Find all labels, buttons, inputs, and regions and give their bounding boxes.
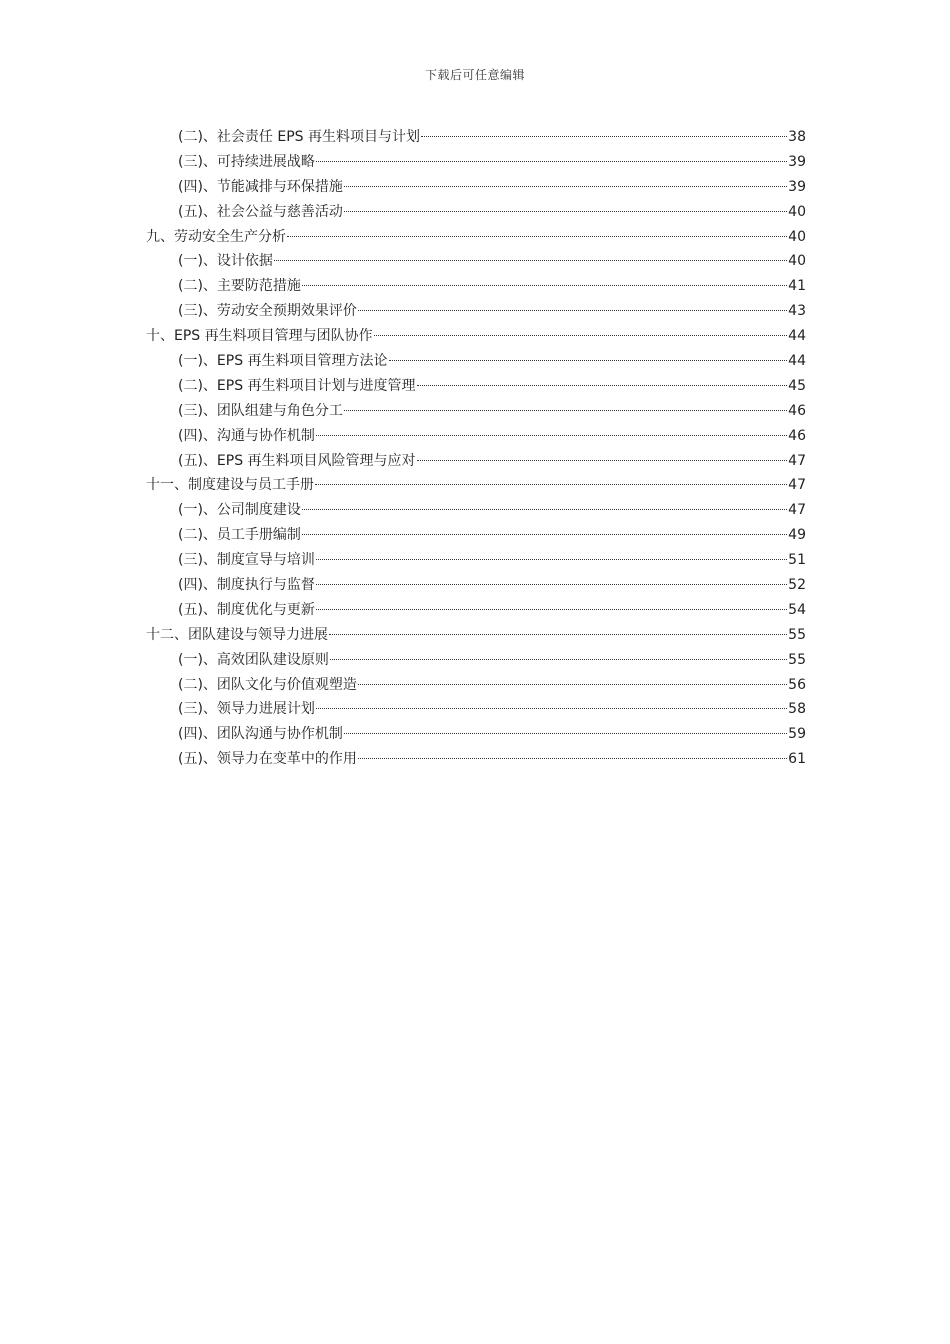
- toc-entry-title: (五)、领导力在变革中的作用: [178, 751, 357, 768]
- toc-entry-page-number: 52: [788, 577, 806, 594]
- toc-dot-leader: [344, 410, 787, 411]
- toc-entry[interactable]: [146, 374, 806, 399]
- toc-entry-title: (五)、制度优化与更新: [178, 601, 315, 618]
- toc-entry[interactable]: [146, 249, 806, 274]
- toc-entry-page-number: 47: [788, 477, 806, 494]
- toc-dot-leader: [344, 211, 787, 212]
- toc-entry-title: 十、EPS 再生料项目管理与团队协作: [146, 328, 373, 345]
- toc-dot-leader: [302, 534, 787, 535]
- toc-entry-page-number: 47: [788, 452, 806, 469]
- toc-entry-title: (三)、领导力进展计划: [178, 701, 315, 718]
- toc-entry-title: (五)、EPS 再生料项目风险管理与应对: [178, 452, 416, 469]
- toc-entry-title: (四)、制度执行与监督: [178, 577, 315, 594]
- toc-entry[interactable]: [146, 299, 806, 324]
- toc-entry[interactable]: [146, 225, 806, 250]
- toc-entry-title: (二)、员工手册编制: [178, 527, 301, 544]
- toc-entry-page-number: 61: [788, 751, 806, 768]
- toc-entry[interactable]: [146, 697, 806, 722]
- toc-entry[interactable]: [146, 623, 806, 648]
- toc-entry[interactable]: [146, 498, 806, 523]
- toc-dot-leader: [315, 484, 787, 485]
- toc-entry[interactable]: [146, 150, 806, 175]
- toc-dot-leader: [302, 509, 787, 510]
- toc-dot-leader: [316, 584, 787, 585]
- toc-entry-page-number: 46: [788, 402, 806, 419]
- toc-entry[interactable]: [146, 424, 806, 449]
- toc-entry-page-number: 41: [788, 278, 806, 295]
- toc-dot-leader: [316, 435, 787, 436]
- toc-entry[interactable]: [146, 673, 806, 698]
- toc-entry[interactable]: [146, 523, 806, 548]
- toc-entry-page-number: 39: [788, 178, 806, 195]
- toc-entry-title: (三)、团队组建与角色分工: [178, 402, 343, 419]
- toc-entry-title: (一)、高效团队建设原则: [178, 651, 329, 668]
- toc-dot-leader: [358, 758, 787, 759]
- toc-dot-leader: [330, 659, 787, 660]
- toc-entry[interactable]: [146, 125, 806, 150]
- toc-dot-leader: [421, 136, 787, 137]
- toc-entry[interactable]: [146, 473, 806, 498]
- toc-entry-page-number: 43: [788, 303, 806, 320]
- toc-entry[interactable]: [146, 200, 806, 225]
- toc-dot-leader: [329, 634, 787, 635]
- toc-entry-page-number: 44: [788, 328, 806, 345]
- toc-entry[interactable]: [146, 747, 806, 772]
- toc-dot-leader: [344, 186, 787, 187]
- toc-dot-leader: [417, 385, 788, 386]
- toc-dot-leader: [358, 684, 787, 685]
- toc-entry[interactable]: [146, 573, 806, 598]
- header-note: 下载后可任意编辑: [424, 68, 525, 82]
- toc-dot-leader: [417, 460, 788, 461]
- toc-entry-title: (三)、可持续进展战略: [178, 153, 315, 170]
- toc-entry-page-number: 44: [788, 353, 806, 370]
- toc-entry[interactable]: [146, 449, 806, 474]
- toc-dot-leader: [389, 360, 788, 361]
- toc-entry[interactable]: [146, 349, 806, 374]
- toc-entry-page-number: 40: [788, 203, 806, 220]
- toc-entry-title: (二)、团队文化与价值观塑造: [178, 676, 357, 693]
- toc-entry-page-number: 40: [788, 253, 806, 270]
- toc-dot-leader: [316, 559, 787, 560]
- toc-dot-leader: [302, 285, 787, 286]
- toc-entry-page-number: 51: [788, 552, 806, 569]
- toc-entry-page-number: 58: [788, 701, 806, 718]
- toc-entry-title: (二)、EPS 再生料项目计划与进度管理: [178, 377, 416, 394]
- toc-entry[interactable]: [146, 175, 806, 200]
- toc-entry[interactable]: [146, 722, 806, 747]
- toc-dot-leader: [316, 708, 787, 709]
- toc-entry-page-number: 39: [788, 153, 806, 170]
- toc-entry-page-number: 45: [788, 377, 806, 394]
- toc-entry-title: (四)、节能减排与环保措施: [178, 178, 343, 195]
- toc-entry-title: (五)、社会公益与慈善活动: [178, 203, 343, 220]
- toc-entry[interactable]: [146, 598, 806, 623]
- toc-dot-leader: [344, 733, 787, 734]
- toc-entry-page-number: 59: [788, 726, 806, 743]
- toc-dot-leader: [287, 236, 787, 237]
- toc-dot-leader: [374, 335, 788, 336]
- toc-entry-title: (一)、公司制度建设: [178, 502, 301, 519]
- toc-entry-title: (三)、制度宣导与培训: [178, 552, 315, 569]
- toc-entry-page-number: 56: [788, 676, 806, 693]
- toc-entry[interactable]: [146, 399, 806, 424]
- toc-entry-page-number: 47: [788, 502, 806, 519]
- toc-dot-leader: [358, 310, 787, 311]
- toc-entry-title: 十二、团队建设与领导力进展: [146, 626, 328, 643]
- toc-entry-title: (一)、设计依据: [178, 253, 273, 270]
- toc-dot-leader: [274, 260, 787, 261]
- toc-entry-page-number: 46: [788, 427, 806, 444]
- toc-entry[interactable]: [146, 324, 806, 349]
- toc-dot-leader: [316, 161, 787, 162]
- toc-entry[interactable]: [146, 548, 806, 573]
- toc-entry-page-number: 40: [788, 228, 806, 245]
- toc-entry-page-number: 49: [788, 527, 806, 544]
- toc-entry-page-number: 54: [788, 601, 806, 618]
- toc-entry-title: (四)、沟通与协作机制: [178, 427, 315, 444]
- toc-dot-leader: [316, 609, 787, 610]
- toc-entry-page-number: 55: [788, 651, 806, 668]
- toc-entry-title: (四)、团队沟通与协作机制: [178, 726, 343, 743]
- toc-entry-title: (三)、劳动安全预期效果评价: [178, 303, 357, 320]
- toc-entry-title: (二)、社会责任 EPS 再生料项目与计划: [178, 129, 420, 145]
- toc-entry-title: (二)、主要防范措施: [178, 278, 301, 295]
- toc-entry-title: (一)、EPS 再生料项目管理方法论: [178, 353, 388, 370]
- toc-entry-page-number: 55: [788, 626, 806, 643]
- toc-entry-title: 九、劳动安全生产分析: [146, 228, 286, 245]
- toc-entry-page-number: 38: [788, 129, 806, 145]
- toc-entry[interactable]: [146, 648, 806, 673]
- toc-entry[interactable]: [146, 274, 806, 299]
- table-of-contents: [146, 125, 806, 772]
- toc-entry-title: 十一、制度建设与员工手册: [146, 477, 314, 494]
